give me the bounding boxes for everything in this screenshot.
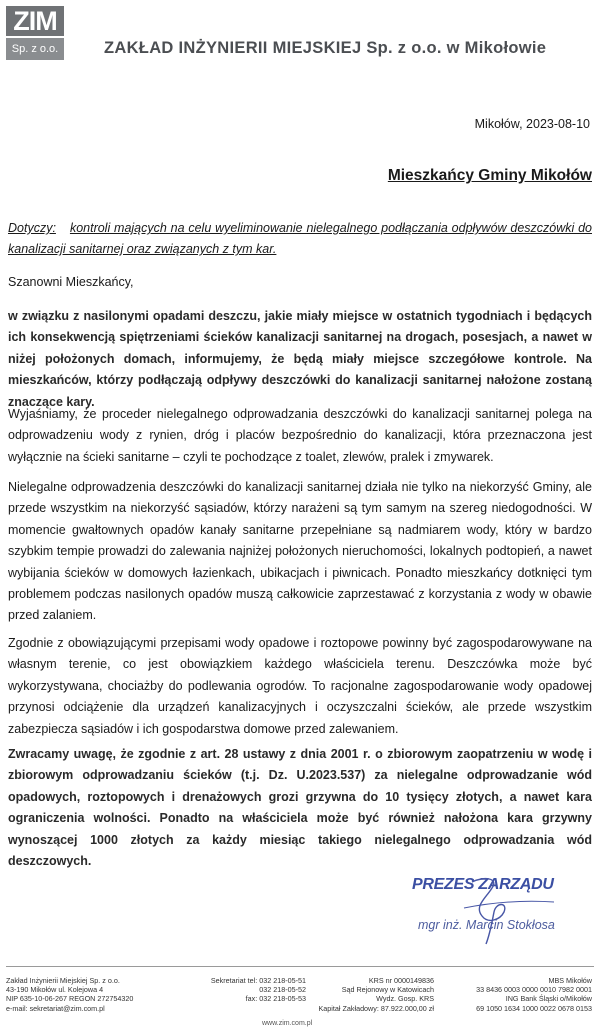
logo-bottom: Sp. z o.o.: [6, 38, 64, 60]
paragraph-explanation: Wyjaśniamy, że proceder nielegalnego odprowadzania deszczówki do kanalizacji sanitarnej polega na odprowadzeniu wody z rynien, dróg i placów bezpośrednio do kanalizacji, która przeznaczona jest wyłącznie na ścieki sanitarne – czyli te pochodzące z toalet, zlewów, pralek i zmywarek.: [8, 407, 592, 464]
subject-text: kontroli mających na celu wyeliminowanie nielegalnego podłączania odpływów deszczówki do kanalizacji sanitarnej oraz związanych z tym kar.: [8, 221, 592, 256]
footer-line: fax: 032 218-05-53: [245, 994, 306, 1004]
signature-title: PREZES ZARZĄDU: [412, 876, 554, 893]
letter-date: Mikołów, 2023-08-10: [474, 117, 590, 131]
footer-line: e-mail: sekretariat@zim.com.pl: [6, 1003, 105, 1013]
subject-label: Dotyczy:: [8, 221, 56, 235]
paragraph-consequences: Nielegalne odprowadzenia deszczówki do kanalizacji sanitarnej działa nie tylko na niekorzyść Gminy, ale przede wszystkim na niekorzyść sąsiadów, którzy narażeni są tym samym na szereg niedogodności. W momencie gwałtownych opadów kanały sanitarne przepełniane są nadmiarem wody, który w bardzo szybkim tempie prowadzi do zalewania najniżej położonych nieruchomości, lokalnych podtopień, a nawet wybijania ścieków w domowych łazienkach, ubikacjach i piwnicach. Ponadto mieszkańcy dotknięci tym problemem podczas nasilonych opadów muszą całkowicie zaprzestawać z korzystania z wody w obawie przed zalaniem.: [8, 480, 592, 623]
salutation: Szanowni Mieszkańcy,: [8, 275, 134, 289]
footer-contact-info: [176, 976, 306, 1004]
footer-line: Sekretariat tel: 032 218-05-51: [210, 976, 306, 985]
footer-divider: [6, 966, 594, 967]
logo-top: ZIM: [6, 6, 64, 36]
footer-line: MBS Mikołów: [548, 976, 592, 985]
signature-block: [404, 872, 600, 952]
footer-line: Wydz. Gosp. KRS: [376, 994, 434, 1004]
paragraph-regulations: Zgodnie z obowiązującymi przepisami wody opadowe i roztopowe powinny być zagospodarowywane na własnym terenie, co jest obowiązkiem każdego właściciela terenu. Deszczówka może być wykorzystywana, chociażby do podlewania ogrodów. To racjonalne zagospodarowanie wody opadowej przynosi odciążenie dla urządzeń kanalizacyjnych i oczyszczalni ścieków, ale przede wszystkim zabezpiecza sąsiadów i ich gospodarstwa domowe przed zalewaniem.: [8, 636, 592, 736]
footer-line: 43-190 Mikołów ul. Kolejowa 4: [6, 985, 104, 995]
footer-line: Zakład Inżynierii Miejskiej Sp. z o.o.: [6, 976, 120, 985]
footer-line: Sąd Rejonowy w Katowicach: [341, 985, 434, 995]
footer-bank-info: [444, 976, 592, 1013]
company-logo: [6, 6, 64, 60]
handwritten-signature: [404, 872, 600, 952]
subject-line: [8, 218, 592, 260]
paragraph-penalties: Zwracamy uwagę, że zgodnie z art. 28 ustawy z dnia 2001 r. o zbiorowym zaopatrzeniu w wodę i zbiorowym odprowadzaniu ścieków (t.j. Dz. U.2023.537) za nielegalne odprowadzanie wód opadowych, roztopowych i drenażowych grozi grzywna do 10 tysięcy złotych, a nawet kara ograniczenia wolności. Ponadto na właściciela może być również nałożona kara grzywny wynoszącej 1000 złotych za każdy miesiąc takiego nielegalnego odprowadzania wód deszczowych.: [8, 747, 592, 869]
signature-name: mgr inż. Marcin Stokłosa: [418, 918, 555, 932]
company-name: ZAKŁAD INŻYNIERII MIEJSKIEJ Sp. z o.o. w Mikołowie: [104, 39, 547, 57]
footer-line: Kapitał Zakładowy: 87.922.000,00 zł: [318, 1003, 434, 1013]
footer-line: ING Bank Śląski o/Mikołów: [505, 994, 592, 1004]
footer-line: KRS nr 0000149836: [368, 976, 434, 985]
footer-website: www.zim.com.pl: [262, 1020, 313, 1027]
footer-line: 032 218-05-52: [259, 985, 306, 995]
paragraph-intro: w związku z nasilonymi opadami deszczu, jakie miały miejsce w ostatnich tygodniach i będących ich konsekwencją spiętrzeniami ścieków kanalizacji sanitarnej na drogach, posesjach, a nawet w niżej położonych domach, informujemy, że będą miały miejsce szczegółowe kontrole. Na mieszkańców, którzy podłączają odpływy deszczówki do kanalizacji sanitarnej nałożone zostaną znaczące kary.: [8, 309, 592, 409]
footer-line: 33 8436 0003 0000 0010 7982 0001: [476, 985, 592, 995]
footer-registry-info: [300, 976, 434, 1013]
footer-company-info: [6, 976, 133, 1013]
footer-line: NIP 635-10-06-267 REGON 272754320: [6, 994, 134, 1004]
footer-line: 69 1050 1634 1000 0022 0678 0153: [476, 1003, 592, 1013]
addressee: Mieszkańcy Gminy Mikołów: [387, 167, 592, 184]
